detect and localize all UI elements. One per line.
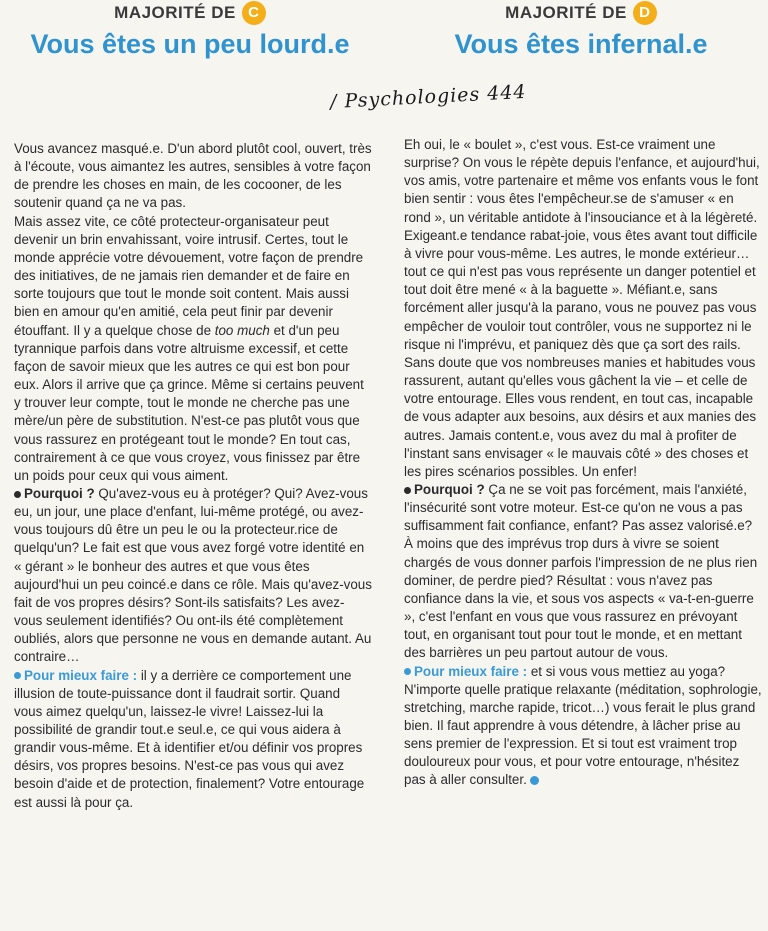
italic-phrase: too much bbox=[214, 322, 270, 338]
why-paragraph: Pourquoi ? Ça ne se voit pas forcément, mais l'anxiété, l'insécurité sont votre moteur. Est-ce qu'on ne vous a pas suffisamment fait confiance, enfant? Pas assez valorisé.e? À moins que des imprévus trop durs à vivre se soient chargés de vous donner parfois l'impression de ne plus rien dominer, de perdre pied? Résultat : vous n'avez pas confiance dans la vie, et sous vos aspects « va-t-en-guerre », c'est l'enfant en vous que vous rassurez en prévoyant tout, en organisant tout pour tout le monde, et en mettant des barrières un peu partout autour de vous. bbox=[404, 481, 758, 661]
result-column-c bbox=[14, 0, 366, 60]
majority-heading-d bbox=[404, 0, 758, 26]
better-paragraph: Pour mieux faire : il y a derrière ce comportement une illusion de toute-puissance dont il faudrait sortir. Quand vous aimez quelqu'un, laissez-le vivre! Laissez-lui la possibilité de grandir tout.e seul.e, ce qui vous aidera à grandir vous-même. Et à identifier et/ou définir vos propres désirs, vos propres besoins. N'est-ce pas vous qui avez besoin d'aide et de protection, finalement? Votre entourage est aussi là pour ça. bbox=[14, 667, 365, 810]
bullet-icon bbox=[404, 487, 411, 494]
bullet-icon bbox=[404, 668, 411, 675]
why-label: Pourquoi ? bbox=[24, 485, 95, 501]
body-text-d bbox=[404, 136, 762, 790]
paragraph: Mais assez vite, ce côté protecteur-organisateur peut devenir un brin envahissant, voire intrusif. Certes, tout le monde apprécie votre dévouement, votre façon de prendre des initiatives, de ne jamais rien demander et de faire en sorte toujours que tout le monde soit content. Mais aussi bien en amour qu'en amitié, cela peut finir par devenir étouffant. Il y a quelque chose de too much et d'un peu tyrannique parfois dans votre altruisme excessif, et cette façon de savoir mieux que les autres ce qui est bon pour eux. Alors il arrive que ça grince. Même si certains peuvent y trouver leur compte, tout le monde ne cherche pas une mère/un père de substitution. N'est-ce pas plutôt vous que vous rassurez en protégeant tout le monde? En tout cas, contrairement à ce que vous croyez, vous finissez par être un poids pour ceux qui vous aiment. bbox=[14, 213, 364, 483]
bullet-icon bbox=[14, 672, 21, 679]
headline-d: Vous êtes infernal.e bbox=[454, 29, 708, 59]
why-label: Pourquoi ? bbox=[414, 481, 485, 497]
letter-badge-d: D bbox=[633, 1, 657, 25]
why-paragraph: Pourquoi ? Qu'avez-vous eu à protéger? Qui? Avez-vous eu, un jour, une place d'enfant, lui-même protégé, ou avez-vous toujours dû être un peu le ou la protecteur.rice de quelqu'un? Le fait est que vous avez forgé votre identité en « gérant » le bonheur des autres et que vous êtes aujourd'hui un peu coincé.e dans ce rôle. Mais qu'avez-vous fait de vos propres désirs? Sont-ils satisfaits? Les avez-vous seulement identifiés? Ou ont-ils été complètement oubliés, alors que personne ne vous en demande autant. Au contraire… bbox=[14, 485, 372, 665]
paragraph: Eh oui, le « boulet », c'est vous. Est-ce vraiment une surprise? On vous le répète depuis l'enfance, et aujourd'hui, vos amis, votre partenaire et même vos enfants vous le font bien sentir : vous êtes l'empêcheur.se de s'amuser « en rond », un véritable antidote à l'insouciance et à la légèreté. Exigeant.e tendance rabat-joie, vous êtes avant tout difficile à vivre pour vous-même. Les autres, le monde extérieur… tout ce qui n'est pas vous représente un danger potentiel et tout doit être mené « à la baguette ». Méfiant.e, sans forcément aller jusqu'à la parano, vous ne pouvez pas vous empêcher de vouloir tout contrôler, vous ne supportez ni le risque ni l'imprévu, et paniquez dès que ça sort des rails. Sans doute que vos nombreuses manies et habitudes vous rassurent, autant qu'elles vous gâchent la vie – et celle de votre entourage. Elles vous rendent, en tout cas, incapable de vous adapter aux besoins, aux désirs et aux manies des autres. Jamais content.e, vous avez du mal à profiter de l'instant sans envisager « le mauvais côté » des choses et les pires scénarios possibles. Un enfer! bbox=[404, 137, 760, 479]
better-label: Pour mieux faire : bbox=[24, 667, 138, 683]
paragraph: Vous avancez masqué.e. D'un abord plutôt cool, ouvert, très à l'écoute, vous aimantez les autres, sensibles à votre façon de prendre les choses en main, de les cocooner, de les soutenir quand ça ne va pas. bbox=[14, 141, 372, 211]
better-label: Pour mieux faire : bbox=[414, 663, 528, 679]
body-text-c bbox=[14, 140, 372, 812]
bullet-icon bbox=[14, 491, 21, 498]
majority-label: MAJORITÉ DE bbox=[114, 3, 236, 22]
majority-heading-c bbox=[14, 0, 366, 26]
letter-badge-c: C bbox=[242, 1, 266, 25]
result-column-d bbox=[404, 0, 758, 60]
better-paragraph: Pour mieux faire : et si vous vous mettiez au yoga? N'importe quelle pratique relaxante (méditation, sophrologie, stretching, marche rapide, tricot…) vous ferait le plus grand bien. Il faut apprendre à vous détendre, à lâcher prise au sens premier de l'expression. Et si tout est vraiment trop douloureux pour vous, et pour votre entourage, n'hésitez pas à aller consulter. bbox=[404, 663, 762, 788]
headline-c: Vous êtes un peu lourd.e bbox=[30, 29, 350, 59]
majority-label: MAJORITÉ DE bbox=[505, 3, 627, 22]
handwritten-note: / Psychologies 444 bbox=[329, 80, 528, 114]
end-mark-icon bbox=[530, 776, 539, 785]
